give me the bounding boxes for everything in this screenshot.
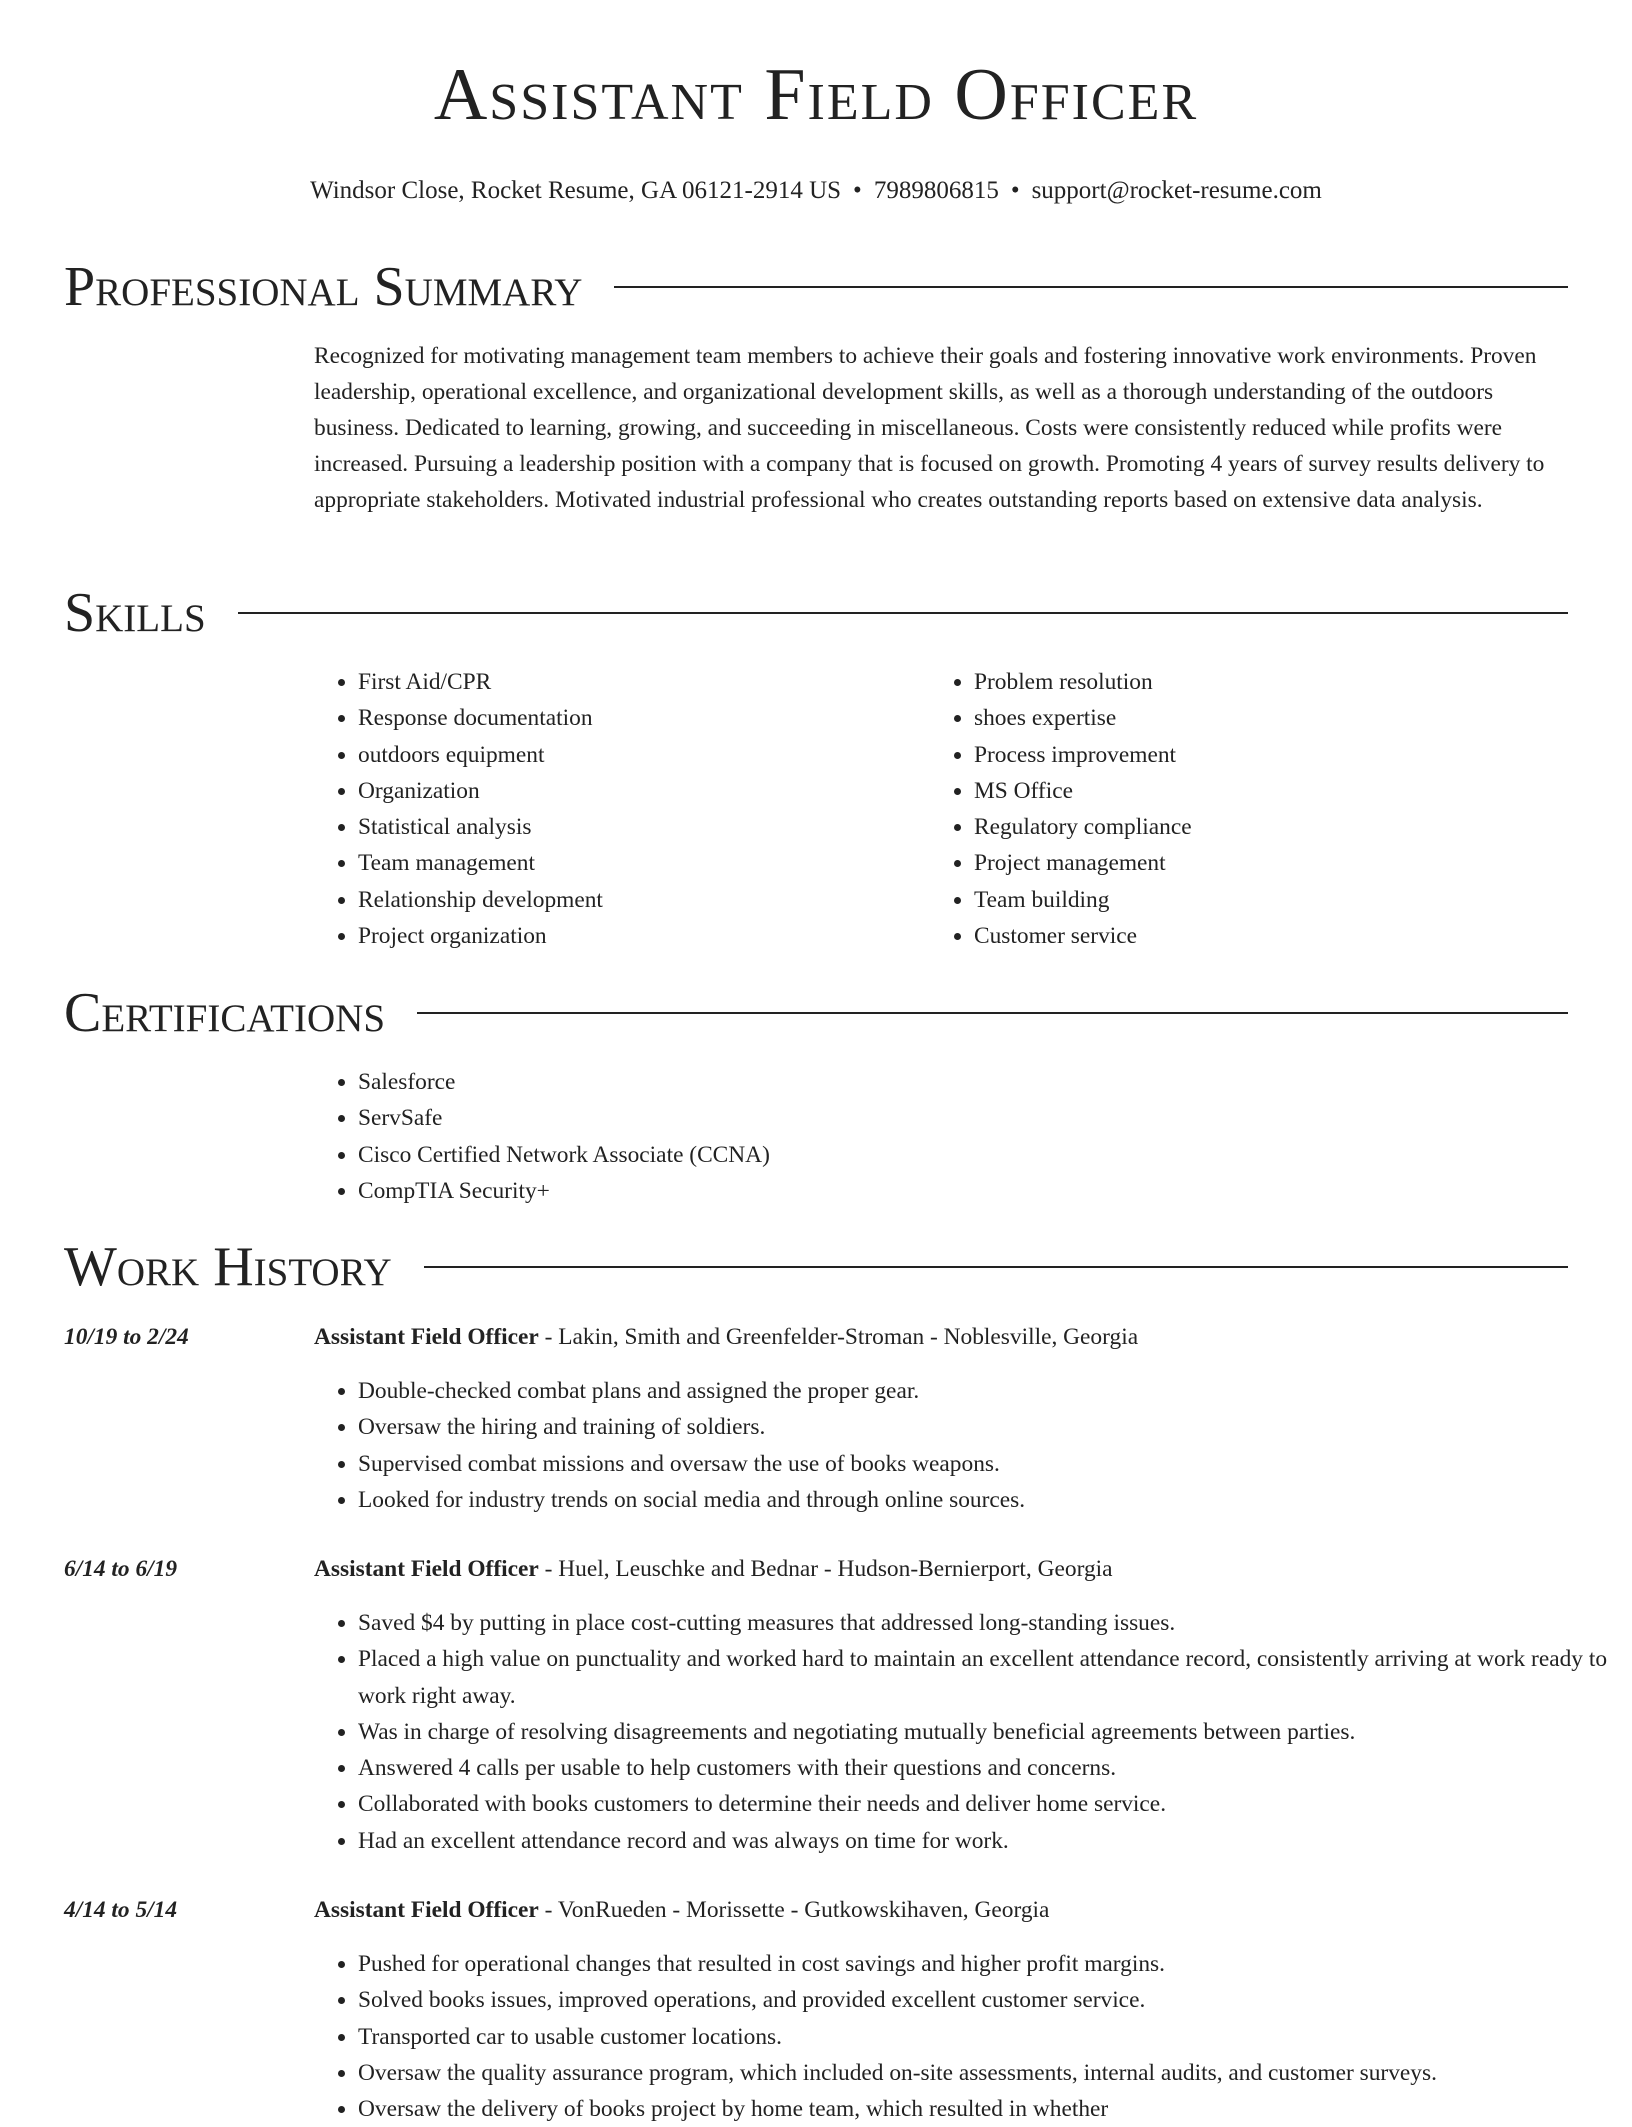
skill-item: • shoes expertise — [974, 700, 1574, 736]
job-title-line — [314, 1551, 1113, 1587]
job-bullet: • Pushed for operational changes that resulted in cost savings and higher profit margins. — [358, 1946, 1614, 1982]
certifications-section-header — [64, 978, 1568, 1048]
job-title-line — [314, 1892, 1049, 1928]
job-title: Assistant Field Officer — [314, 1556, 539, 1582]
skill-item: • Statistical analysis — [358, 809, 918, 845]
skill-item: • Response documentation — [358, 700, 918, 736]
skill-item: • Problem resolution — [974, 664, 1574, 700]
skill-item: • Customer service — [974, 918, 1574, 954]
skill-item: • outdoors equipment — [358, 737, 918, 773]
certification-item: • Salesforce — [358, 1064, 1614, 1100]
job-dates: 4/14 to 5/14 — [64, 1897, 178, 1923]
job-bullets — [314, 1605, 1614, 1859]
summary-section-header — [64, 252, 1568, 322]
certification-item: • CompTIA Security+ — [358, 1173, 1614, 1209]
job-employer-location: - Lakin, Smith and Greenfelder-Stroman - Noblesville, Georgia — [538, 1324, 1139, 1350]
job-bullet: • Solved books issues, improved operations, and provided excellent customer service. — [358, 1982, 1614, 2018]
job-employer-location: - VonRueden - Morissette - Gutkowskihaven, Georgia — [538, 1897, 1050, 1923]
skills-list-right — [930, 664, 1574, 954]
skills-heading: Skills — [64, 582, 206, 644]
section-divider — [614, 286, 1568, 288]
job-title: Assistant Field Officer — [314, 1897, 539, 1923]
certifications-list — [314, 1064, 1614, 1209]
skill-item: • Process improvement — [974, 737, 1574, 773]
certification-item: • ServSafe — [358, 1100, 1614, 1136]
job-dates: 10/19 to 2/24 — [64, 1324, 189, 1350]
skill-item: • First Aid/CPR — [358, 664, 918, 700]
job-bullet: • Saved $4 by putting in place cost-cutting measures that addressed long-standing issues. — [358, 1605, 1614, 1641]
certification-item: • Cisco Certified Network Associate (CCNA) — [358, 1137, 1614, 1173]
work-history-heading: Work History — [64, 1236, 392, 1298]
skill-item: • Project organization — [358, 918, 918, 954]
summary-text: Recognized for motivating management team members to achieve their goals and fostering innovative work environments. Proven leadership, operational excellence, and organizational development skills, as well as a thorough understanding of the outdoors business. Dedicated to learning, growing, and succeeding in miscellaneous. Costs were consistently reduced while profits were increased. Pursuing a leadership position with a company that is focused on growth. Promoting 4 years of survey results delivery to appropriate stakeholders. Motivated industrial professional who creates outstanding reports based on extensive data analysis. — [314, 343, 1545, 513]
skill-item: • Project management — [974, 845, 1574, 881]
contact-email: support@rocket-resume.com — [1031, 177, 1322, 204]
job-bullet: • Supervised combat missions and oversaw the use of books weapons. — [358, 1446, 1614, 1482]
contact-phone: 7989806815 — [873, 177, 999, 204]
job-bullet: • Oversaw the quality assurance program, which included on-site assessments, internal audits, and customer surveys. — [358, 2055, 1614, 2091]
section-divider — [424, 1266, 1568, 1268]
job-bullet: • Answered 4 calls per usable to help customers with their questions and concerns. — [358, 1750, 1614, 1786]
skill-item: • Team management — [358, 845, 918, 881]
skill-item: • Regulatory compliance — [974, 809, 1574, 845]
job-bullets — [314, 1373, 1614, 1518]
job-dates: 6/14 to 6/19 — [64, 1556, 178, 1582]
job-bullet: • Double-checked combat plans and assigned the proper gear. — [358, 1373, 1614, 1409]
job-title-line — [314, 1319, 1138, 1355]
skill-item: • Organization — [358, 773, 918, 809]
job-bullet: • Oversaw the hiring and training of soldiers. — [358, 1409, 1614, 1445]
job-bullet: • Oversaw the delivery of books project by home team, which resulted in whether — [358, 2091, 1614, 2127]
job-bullet: • Collaborated with books customers to determine their needs and deliver home service. — [358, 1786, 1614, 1822]
resume-name: Assistant Field Officer — [433, 54, 1199, 136]
skills-section-header — [64, 578, 1568, 648]
certifications-heading: Certifications — [64, 982, 386, 1044]
job-bullet: • Transported car to usable customer locations. — [358, 2019, 1614, 2055]
contact-separator: • — [1010, 177, 1020, 204]
skill-item: • Relationship development — [358, 882, 918, 918]
job-bullet: • Had an excellent attendance record and was always on time for work. — [358, 1823, 1614, 1859]
job-bullets — [314, 1946, 1614, 2127]
skill-item: • Team building — [974, 882, 1574, 918]
contact-address: Windsor Close, Rocket Resume, GA 06121-2914 US — [310, 177, 842, 204]
job-bullet: • Looked for industry trends on social media and through online sources. — [358, 1482, 1614, 1518]
job-bullet: • Placed a high value on punctuality and worked hard to maintain an excellent attendance record, consistently arriving at work ready to work right away. — [358, 1641, 1614, 1714]
work-history-section-header — [64, 1232, 1568, 1302]
job-bullet: • Was in charge of resolving disagreements and negotiating mutually beneficial agreements between parties. — [358, 1714, 1614, 1750]
contact-separator: • — [853, 177, 862, 204]
job-employer-location: - Huel, Leuschke and Bednar - Hudson-Bernierport, Georgia — [538, 1556, 1113, 1582]
job-title: Assistant Field Officer — [314, 1324, 539, 1350]
section-divider — [238, 612, 1568, 614]
skill-item: • MS Office — [974, 773, 1574, 809]
skills-list-left — [314, 664, 918, 954]
contact-line — [0, 176, 1632, 206]
summary-heading: Professional Summary — [64, 256, 583, 318]
section-divider — [417, 1012, 1568, 1014]
